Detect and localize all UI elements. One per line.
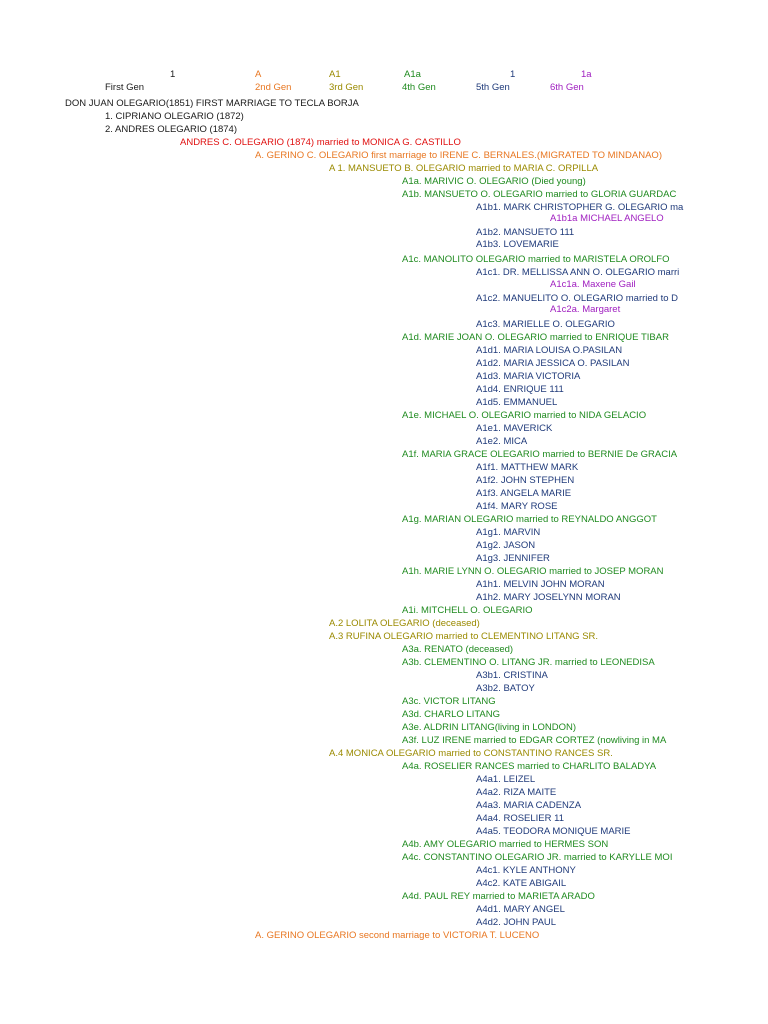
generation-label-1: First Gen <box>105 82 145 93</box>
descendant-entry: A1d3. MARIA VICTORIA <box>476 371 581 382</box>
descendant-entry: A1f3. ANGELA MARIE <box>476 488 572 499</box>
descendant-entry: A4d1. MARY ANGEL <box>476 904 565 915</box>
descendant-entry: A1e1. MAVERICK <box>476 423 553 434</box>
family-entry: A1f. MARIA GRACE OLEGARIO married to BERNIE De GRACIA <box>402 449 678 460</box>
descendant-entry: A1g3. JENNIFER <box>476 553 550 564</box>
descendant-entry: A1e2. MICA <box>476 436 528 447</box>
descendant-entry: A1d5. EMMANUEL <box>476 397 558 408</box>
descendant-entry: A1d4. ENRIQUE 111 <box>476 384 564 395</box>
descendant-entry: A4a5. TEODORA MONIQUE MARIE <box>476 826 631 837</box>
descendant-entry: A1c1a. Maxene Gail <box>550 279 636 290</box>
generation-code-3: A1 <box>329 69 341 80</box>
descendant-entry: A4d2. JOHN PAUL <box>476 917 557 928</box>
descendant-entry: A1f2. JOHN STEPHEN <box>476 475 575 486</box>
descendant-entry: A1b2. MANSUETO 111 <box>476 227 575 238</box>
family-entry: 2. ANDRES OLEGARIO (1874) <box>105 124 237 135</box>
family-entry: A3c. VICTOR LITANG <box>402 696 496 707</box>
descendant-entry: A1h2. MARY JOSELYNN MORAN <box>476 592 621 603</box>
family-entry: A1d. MARIE JOAN O. OLEGARIO married to ENRIQUE TIBAR <box>402 332 669 343</box>
family-entry: A4c. CONSTANTINO OLEGARIO JR. married to KARYLLE MOI <box>402 852 673 863</box>
family-entry: A.3 RUFINA OLEGARIO married to CLEMENTINO LITANG SR. <box>329 631 599 642</box>
family-entry: DON JUAN OLEGARIO(1851) FIRST MARRIAGE TO TECLA BORJA <box>65 98 359 109</box>
family-entry: A3e. ALDRIN LITANG(living in LONDON) <box>402 722 577 733</box>
generation-code-1: 1 <box>170 69 176 80</box>
generation-code-4: A1a <box>404 69 421 80</box>
family-entry: A1h. MARIE LYNN O. OLEGARIO married to JOSEP MORAN <box>402 566 664 577</box>
family-entry: A1g. MARIAN OLEGARIO married to REYNALDO ANGGOT <box>402 514 657 525</box>
family-entry: A 1. MANSUETO B. OLEGARIO married to MARIA C. ORPILLA <box>329 163 599 174</box>
descendant-entry: A1d1. MARIA LOUISA O.PASILAN <box>476 345 623 356</box>
family-entry: A3f. LUZ IRENE married to EDGAR CORTEZ (nowliving in MA <box>402 735 667 746</box>
family-entry: A.4 MONICA OLEGARIO married to CONSTANTINO RANCES SR. <box>329 748 613 759</box>
descendant-entry: A1c3. MARIELLE O. OLEGARIO <box>476 319 615 330</box>
family-entry: A. GERINO C. OLEGARIO first marriage to IRENE C. BERNALES.(MIGRATED TO MINDANAO) <box>255 150 662 161</box>
descendant-entry: A1h1. MELVIN JOHN MORAN <box>476 579 605 590</box>
descendant-entry: A4a2. RIZA MAITE <box>476 787 557 798</box>
descendant-entry: A1b1a MICHAEL ANGELO <box>550 213 664 224</box>
generation-label-5: 5th Gen <box>476 82 510 93</box>
descendant-entry: A4c2. KATE ABIGAIL <box>476 878 567 889</box>
family-entry: A1e. MICHAEL O. OLEGARIO married to NIDA GELACIO <box>402 410 647 421</box>
family-entry: 1. CIPRIANO OLEGARIO (1872) <box>105 111 244 122</box>
descendant-entry: A3b1. CRISTINA <box>476 670 548 681</box>
descendant-entry: A3b2. BATOY <box>476 683 535 694</box>
family-entry: ANDRES C. OLEGARIO (1874) married to MONICA G. CASTILLO <box>180 137 461 148</box>
descendant-entry: A4a1. LEIZEL <box>476 774 536 785</box>
generation-code-6: 1a <box>581 69 592 80</box>
generation-label-4: 4th Gen <box>402 82 436 93</box>
generation-code-2: A <box>255 69 262 80</box>
generation-code-5: 1 <box>510 69 516 80</box>
family-entry: A3d. CHARLO LITANG <box>402 709 501 720</box>
family-entry: A3a. RENATO (deceased) <box>402 644 514 655</box>
descendant-entry: A1d2. MARIA JESSICA O. PASILAN <box>476 358 630 369</box>
family-entry: A1i. MITCHELL O. OLEGARIO <box>402 605 533 616</box>
descendant-entry: A1b3. LOVEMARIE <box>476 239 559 250</box>
descendant-entry: A1f4. MARY ROSE <box>476 501 558 512</box>
family-entry: A4a. ROSELIER RANCES married to CHARLITO BALADYA <box>402 761 657 772</box>
family-entry: A. GERINO OLEGARIO second marriage to VICTORIA T. LUCENO <box>255 930 540 941</box>
family-entry: A4b. AMY OLEGARIO married to HERMES SON <box>402 839 609 850</box>
descendant-entry: A1c2. MANUELITO O. OLEGARIO married to D <box>476 293 679 304</box>
descendant-entry: A1c1. DR. MELLISSA ANN O. OLEGARIO marri <box>476 267 680 278</box>
descendant-entry: A1g2. JASON <box>476 540 536 551</box>
family-entry: A1c. MANOLITO OLEGARIO married to MARISTELA OROLFO <box>402 254 670 265</box>
family-entry: A3b. CLEMENTINO O. LITANG JR. married to LEONEDISA <box>402 657 655 668</box>
descendant-entry: A4a3. MARIA CADENZA <box>476 800 582 811</box>
family-entry: A1b. MANSUETO O. OLEGARIO married to GLORIA GUARDAC <box>402 189 677 200</box>
generation-label-2: 2nd Gen <box>255 82 292 93</box>
generation-label-6: 6th Gen <box>550 82 584 93</box>
descendant-entry: A1f1. MATTHEW MARK <box>476 462 579 473</box>
descendant-entry: A1g1. MARVIN <box>476 527 541 538</box>
descendant-entry: A4a4. ROSELIER 11 <box>476 813 565 824</box>
generation-label-3: 3rd Gen <box>329 82 364 93</box>
descendant-entry: A1b1. MARK CHRISTOPHER G. OLEGARIO ma <box>476 202 684 213</box>
family-entry: A4d. PAUL REY married to MARIETA ARADO <box>402 891 595 902</box>
family-entry: A.2 LOLITA OLEGARIO (deceased) <box>329 618 480 629</box>
descendant-entry: A4c1. KYLE ANTHONY <box>476 865 576 876</box>
family-entry: A1a. MARIVIC O. OLEGARIO (Died young) <box>402 176 586 187</box>
descendant-entry: A1c2a. Margaret <box>550 304 621 315</box>
